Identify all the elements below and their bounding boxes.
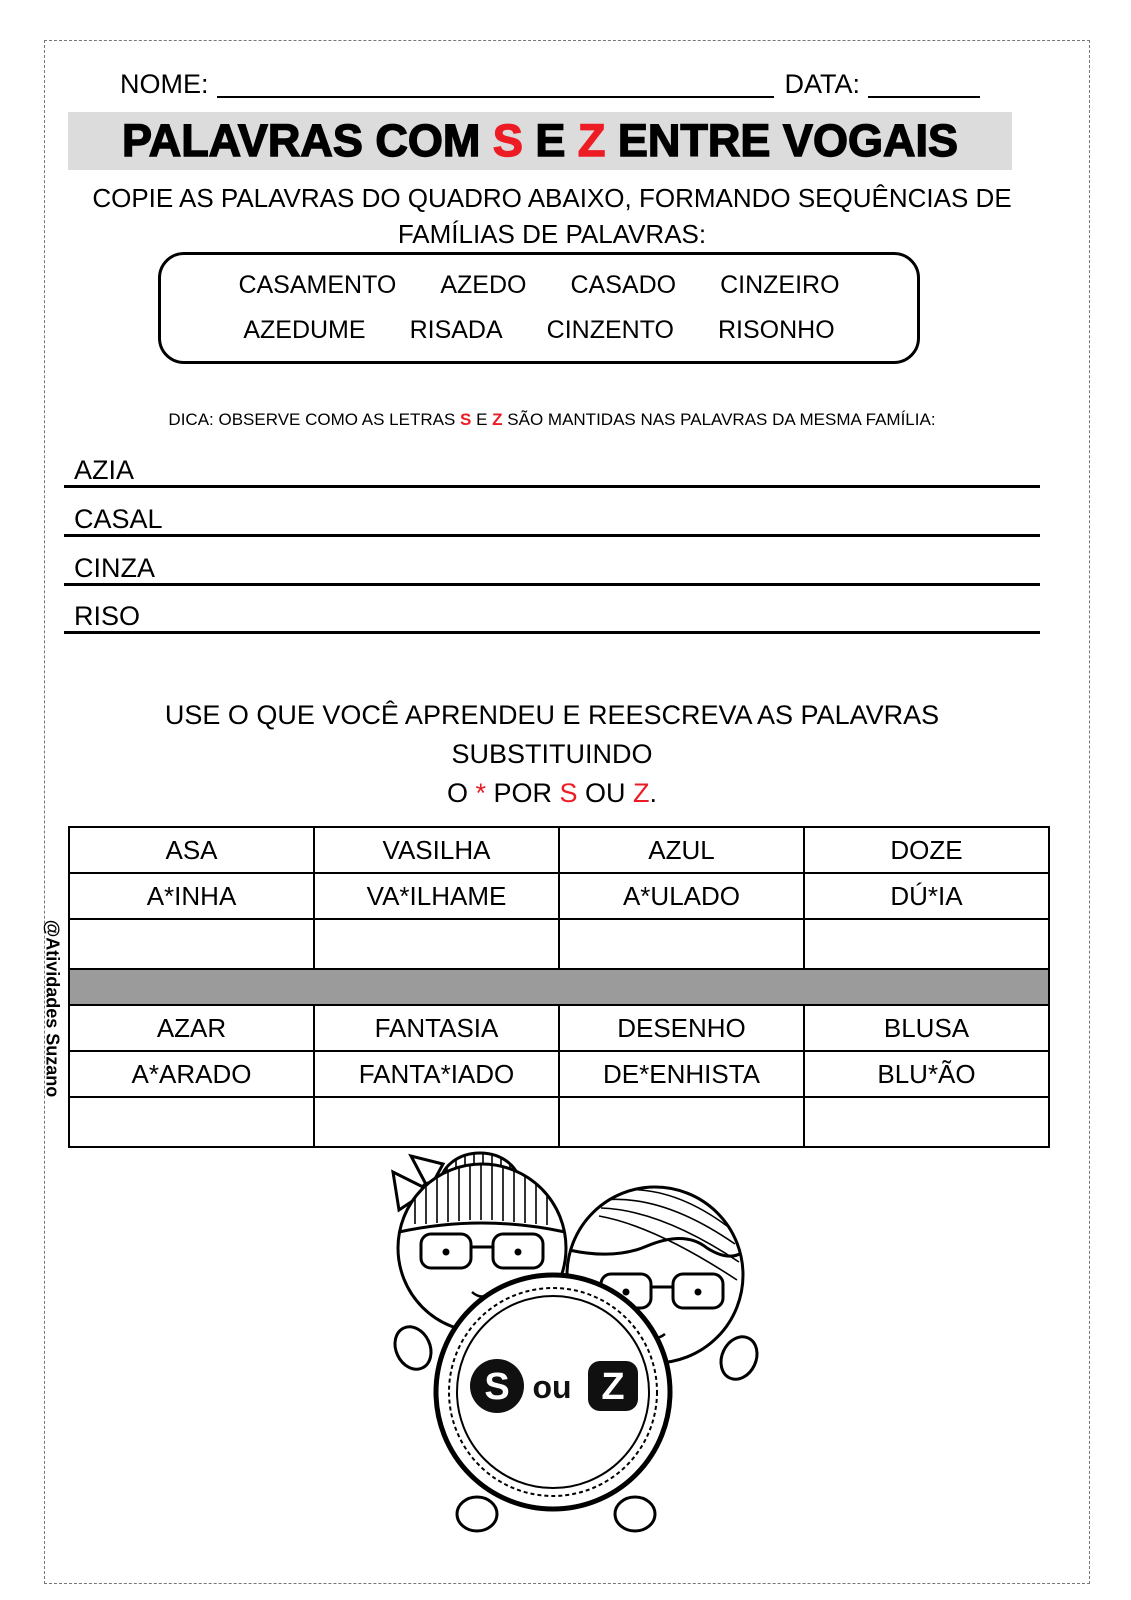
title-text: PALAVRAS COM	[122, 115, 493, 166]
table-row	[69, 873, 1049, 919]
word-bank-row	[161, 316, 917, 345]
boy-eye	[623, 1289, 630, 1296]
instr2-part: O	[446, 778, 476, 808]
family-word: CINZA	[74, 553, 155, 583]
page-title	[68, 112, 1012, 170]
word-bank-item: AZEDUME	[243, 316, 366, 344]
clock-foot	[457, 1497, 497, 1531]
family-line-azia[interactable]	[64, 452, 1040, 488]
title-letter-z: Z	[577, 115, 606, 166]
word-bank-item: CINZEIRO	[720, 271, 840, 299]
answer-cell[interactable]	[314, 919, 559, 969]
instr2-part: OU	[577, 778, 634, 808]
family-word: AZIA	[74, 455, 135, 485]
table-cell: BLUSA	[804, 1005, 1049, 1051]
clock-foot	[615, 1497, 655, 1531]
table-cell: FANTA*IADO	[314, 1051, 559, 1097]
tip-part: DICA: OBSERVE COMO AS LETRAS	[168, 410, 461, 429]
boy-eye	[695, 1289, 702, 1296]
letter-s: S	[484, 1366, 510, 1408]
table-cell: A*INHA	[69, 873, 314, 919]
table-cell: AZUL	[559, 827, 804, 873]
tip-letter-s: S	[460, 410, 472, 429]
girl-hand	[388, 1321, 437, 1375]
word-bank-item: CASAMENTO	[238, 271, 397, 299]
separator-cell	[69, 969, 1049, 1005]
tip-part: E	[471, 410, 493, 429]
answer-cell[interactable]	[559, 919, 804, 969]
table-cell: ASA	[69, 827, 314, 873]
answer-cell[interactable]	[69, 919, 314, 969]
letter-z: Z	[601, 1366, 625, 1408]
instruction-line: USE O QUE VOCÊ APRENDEU E REESCREVA AS PALAVRAS SUBSTITUINDO	[164, 700, 940, 769]
word-bank-item: AZEDO	[440, 271, 527, 299]
table-cell: DESENHO	[559, 1005, 804, 1051]
name-input-line[interactable]	[217, 66, 775, 98]
credit-watermark: @Atividades Suzano	[42, 919, 63, 1098]
name-label: NOME:	[120, 69, 209, 99]
word-bank-item: RISADA	[409, 316, 503, 344]
answer-cell[interactable]	[804, 1097, 1049, 1147]
family-line-cinza[interactable]	[64, 550, 1040, 586]
answer-cell[interactable]	[69, 1097, 314, 1147]
table-row	[69, 827, 1049, 873]
table-cell: DOZE	[804, 827, 1049, 873]
table-cell: DE*ENHISTA	[559, 1051, 804, 1097]
ou-text: ou	[532, 1369, 572, 1405]
instr2-part: .	[649, 778, 658, 808]
date-label: DATA:	[784, 69, 860, 99]
instr2-star: *	[475, 778, 486, 808]
tip-part: SÃO MANTIDAS NAS PALAVRAS DA MESMA FAMÍLIA:	[502, 410, 936, 429]
table-cell: A*ULADO	[559, 873, 804, 919]
girl-eye	[515, 1249, 522, 1256]
instruction-line	[62, 774, 1042, 813]
word-bank-item: RISONHO	[717, 316, 835, 344]
family-word: CASAL	[74, 504, 163, 534]
title-letter-s: S	[492, 115, 523, 166]
title-text: ENTRE VOGAIS	[605, 115, 958, 166]
table-cell: VASILHA	[314, 827, 559, 873]
table-cell: FANTASIA	[314, 1005, 559, 1051]
table-cell: BLU*ÃO	[804, 1051, 1049, 1097]
word-bank-row	[161, 271, 917, 300]
date-input-line[interactable]	[868, 66, 980, 98]
kids-clock-illustration	[325, 1140, 780, 1572]
instr2-part: POR	[485, 778, 560, 808]
family-word: RISO	[74, 601, 141, 631]
instr2-letter-s: S	[559, 778, 578, 808]
word-bank	[158, 252, 920, 364]
table-cell: DÚ*IA	[804, 873, 1049, 919]
instruction-rewrite	[62, 696, 1042, 813]
word-bank-item: CASADO	[570, 271, 677, 299]
substitution-table	[68, 826, 1050, 1148]
answer-cell[interactable]	[804, 919, 1049, 969]
instruction-line: COPIE AS PALAVRAS DO QUADRO ABAIXO, FORMANDO SEQUÊNCIAS DE	[92, 183, 1012, 213]
table-row	[69, 1005, 1049, 1051]
table-answer-row	[69, 919, 1049, 969]
tip-text	[62, 410, 1042, 430]
table-cell: VA*ILHAME	[314, 873, 559, 919]
instruction-line: FAMÍLIAS DE PALAVRAS:	[397, 219, 707, 249]
table-cell: AZAR	[69, 1005, 314, 1051]
title-text: E	[522, 115, 578, 166]
instruction-copy-words	[62, 180, 1042, 252]
table-row	[69, 1051, 1049, 1097]
header	[120, 66, 980, 100]
family-line-casal[interactable]	[64, 501, 1040, 537]
instr2-letter-z: Z	[633, 778, 650, 808]
family-line-riso[interactable]	[64, 598, 1040, 634]
girl-eye	[443, 1249, 450, 1256]
boy-hand	[714, 1331, 763, 1385]
table-separator-row	[69, 969, 1049, 1005]
table-cell: A*ARADO	[69, 1051, 314, 1097]
word-bank-item: CINZENTO	[546, 316, 674, 344]
tip-letter-z: Z	[492, 410, 503, 429]
